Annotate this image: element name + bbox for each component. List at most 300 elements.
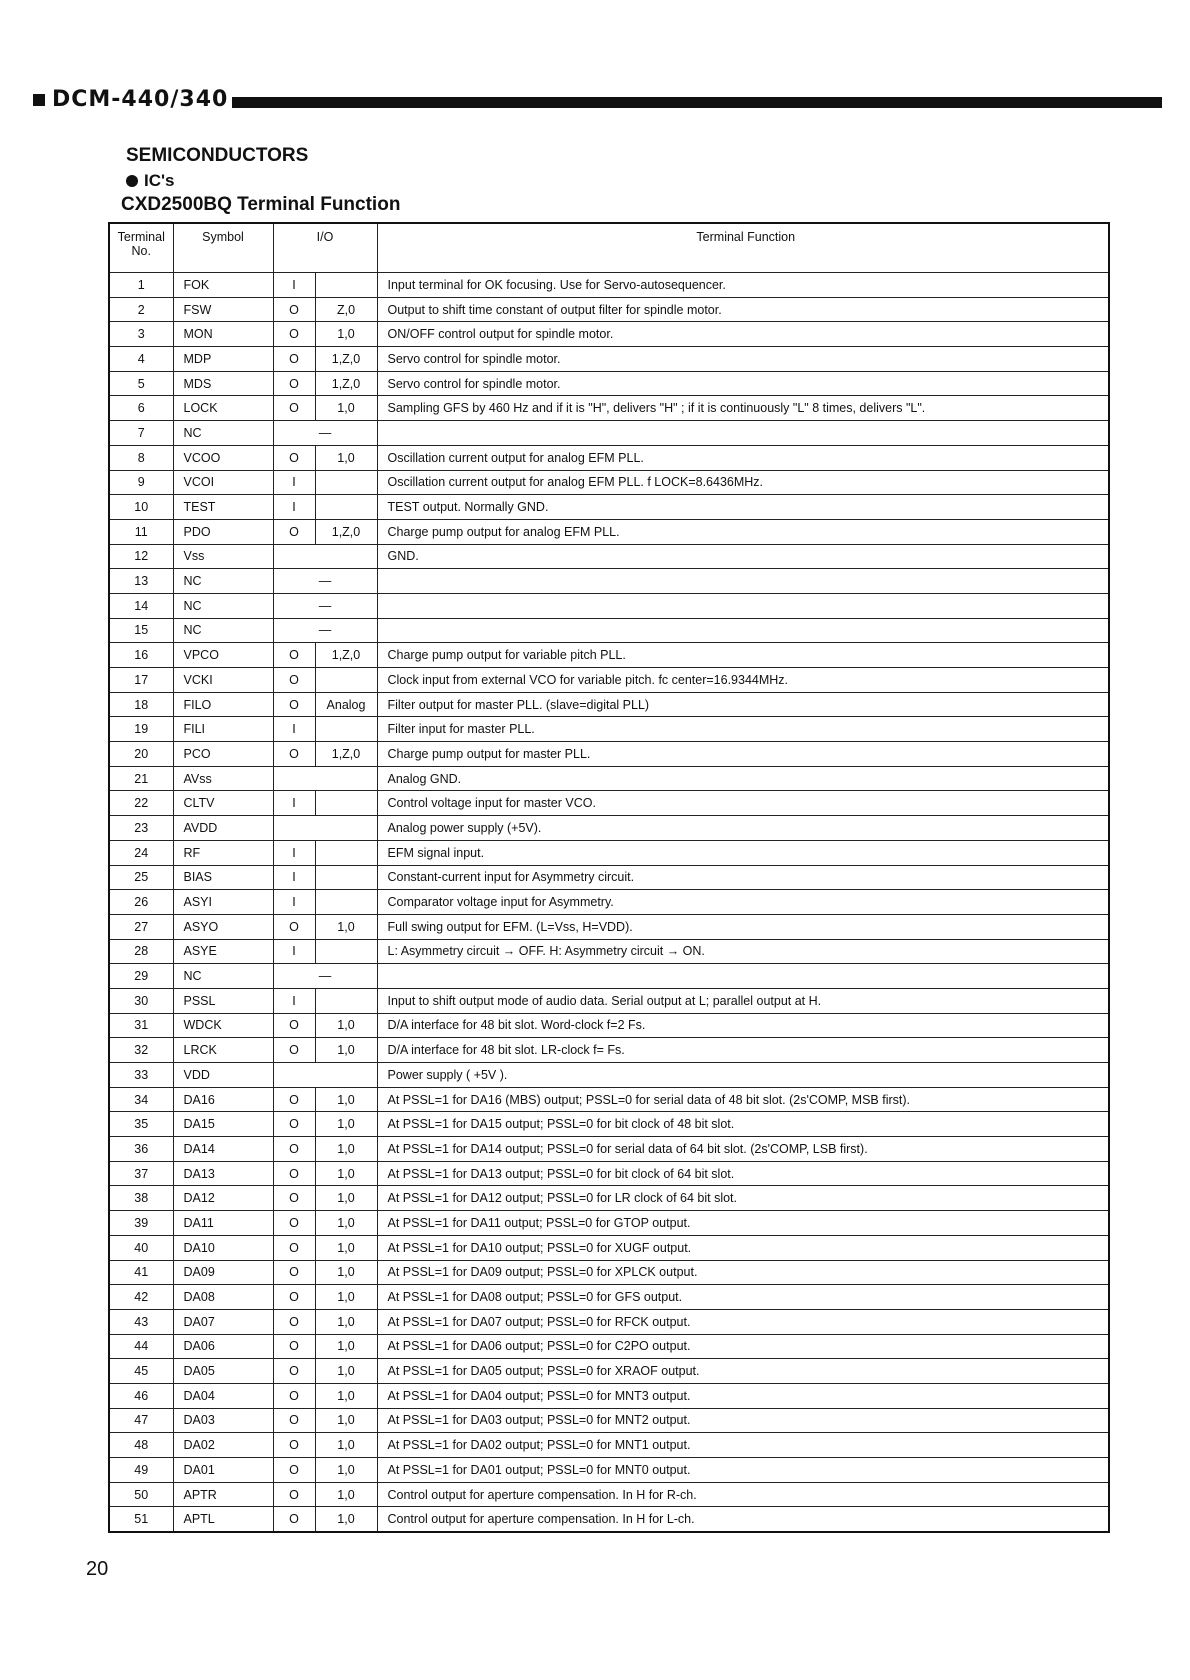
io-state-cell <box>315 470 377 495</box>
terminal-function-cell: Oscillation current output for analog EFM PLL. f LOCK=8.6436MHz. <box>377 470 1109 495</box>
terminal-no-cell: 45 <box>109 1359 173 1384</box>
symbol-cell: DA07 <box>173 1309 273 1334</box>
terminal-function-cell <box>377 569 1109 594</box>
symbol-cell: ASYE <box>173 939 273 964</box>
io-direction-cell: O <box>273 1309 315 1334</box>
io-direction-cell: I <box>273 840 315 865</box>
symbol-cell: PCO <box>173 742 273 767</box>
terminal-no-cell: 9 <box>109 470 173 495</box>
io-direction-cell: O <box>273 445 315 470</box>
io-direction-cell: O <box>273 1408 315 1433</box>
io-state-cell: Analog <box>315 692 377 717</box>
table-row <box>109 273 1109 298</box>
io-state-cell <box>315 988 377 1013</box>
table-row <box>109 1013 1109 1038</box>
io-direction-cell: O <box>273 1235 315 1260</box>
symbol-cell: DA06 <box>173 1334 273 1359</box>
terminal-no-cell: 30 <box>109 988 173 1013</box>
symbol-cell: NC <box>173 569 273 594</box>
io-direction-cell: I <box>273 717 315 742</box>
io-state-cell: 1,0 <box>315 1137 377 1162</box>
section-title: SEMICONDUCTORS <box>126 145 309 166</box>
symbol-cell: FOK <box>173 273 273 298</box>
terminal-no-cell: 24 <box>109 840 173 865</box>
terminal-no-cell: 50 <box>109 1482 173 1507</box>
terminal-function-cell: Constant-current input for Asymmetry circuit. <box>377 865 1109 890</box>
symbol-cell: DA12 <box>173 1186 273 1211</box>
io-state-cell: 1,0 <box>315 1087 377 1112</box>
table-row <box>109 445 1109 470</box>
terminal-function-cell: At PSSL=1 for DA01 output; PSSL=0 for MNT0 output. <box>377 1458 1109 1483</box>
table-row <box>109 569 1109 594</box>
terminal-function-cell: Input terminal for OK focusing. Use for Servo-autosequencer. <box>377 273 1109 298</box>
symbol-cell: Vss <box>173 544 273 569</box>
symbol-cell: MON <box>173 322 273 347</box>
io-direction-cell: O <box>273 1186 315 1211</box>
page-number: 20 <box>86 1558 109 1580</box>
table-row <box>109 668 1109 693</box>
io-direction-cell: O <box>273 1137 315 1162</box>
symbol-cell: DA11 <box>173 1211 273 1236</box>
terminal-no-cell: 19 <box>109 717 173 742</box>
io-state-cell: 1,Z,0 <box>315 519 377 544</box>
io-state-cell: 1,Z,0 <box>315 347 377 372</box>
terminal-no-cell: 27 <box>109 914 173 939</box>
terminal-function-cell: Charge pump output for variable pitch PLL. <box>377 643 1109 668</box>
table-row <box>109 544 1109 569</box>
header-square-mark <box>33 94 45 106</box>
table-row <box>109 1112 1109 1137</box>
terminal-no-cell: 16 <box>109 643 173 668</box>
terminal-function-cell: Output to shift time constant of output filter for spindle motor. <box>377 297 1109 322</box>
header-symbol: Symbol <box>173 223 273 273</box>
symbol-cell: DA08 <box>173 1285 273 1310</box>
io-direction-cell: I <box>273 865 315 890</box>
terminal-function-cell: EFM signal input. <box>377 840 1109 865</box>
io-state-cell: 1,0 <box>315 1408 377 1433</box>
io-state-cell: 1,0 <box>315 445 377 470</box>
terminal-function-cell: TEST output. Normally GND. <box>377 495 1109 520</box>
terminal-function-cell: At PSSL=1 for DA15 output; PSSL=0 for bit clock of 48 bit slot. <box>377 1112 1109 1137</box>
table-row <box>109 1137 1109 1162</box>
symbol-cell: DA13 <box>173 1161 273 1186</box>
io-cell <box>273 816 377 841</box>
symbol-cell: DA16 <box>173 1087 273 1112</box>
io-state-cell: 1,0 <box>315 1309 377 1334</box>
terminal-function-cell: Analog power supply (+5V). <box>377 816 1109 841</box>
terminal-no-cell: 4 <box>109 347 173 372</box>
terminal-no-cell: 37 <box>109 1161 173 1186</box>
io-direction-cell: O <box>273 643 315 668</box>
table-title: CXD2500BQ Terminal Function <box>121 194 401 215</box>
terminal-no-cell: 11 <box>109 519 173 544</box>
terminal-no-cell: 36 <box>109 1137 173 1162</box>
io-direction-cell: O <box>273 1285 315 1310</box>
symbol-cell: ASYO <box>173 914 273 939</box>
terminal-no-cell: 15 <box>109 618 173 643</box>
terminal-no-cell: 21 <box>109 766 173 791</box>
terminal-no-cell: 25 <box>109 865 173 890</box>
terminal-function-cell: Filter output for master PLL. (slave=digital PLL) <box>377 692 1109 717</box>
terminal-function-cell: At PSSL=1 for DA08 output; PSSL=0 for GFS output. <box>377 1285 1109 1310</box>
header-rule <box>232 97 1162 108</box>
io-state-cell: 1,0 <box>315 1285 377 1310</box>
symbol-cell: DA05 <box>173 1359 273 1384</box>
table-row <box>109 1161 1109 1186</box>
io-direction-cell: O <box>273 1038 315 1063</box>
terminal-no-cell: 33 <box>109 1063 173 1088</box>
terminal-function-cell <box>377 964 1109 989</box>
table-body <box>109 273 1109 1533</box>
terminal-no-cell: 23 <box>109 816 173 841</box>
io-direction-cell: I <box>273 273 315 298</box>
symbol-cell: VCKI <box>173 668 273 693</box>
terminal-function-cell: At PSSL=1 for DA03 output; PSSL=0 for MNT2 output. <box>377 1408 1109 1433</box>
terminal-function-cell <box>377 618 1109 643</box>
terminal-function-cell: Control output for aperture compensation. In H for L-ch. <box>377 1507 1109 1532</box>
terminal-no-cell: 31 <box>109 1013 173 1038</box>
table-row <box>109 1038 1109 1063</box>
symbol-cell: VCOO <box>173 445 273 470</box>
symbol-cell: FILI <box>173 717 273 742</box>
terminal-no-cell: 32 <box>109 1038 173 1063</box>
io-direction-cell: O <box>273 396 315 421</box>
io-direction-cell: O <box>273 668 315 693</box>
table-row <box>109 421 1109 446</box>
io-direction-cell: O <box>273 1087 315 1112</box>
io-cell <box>273 1063 377 1088</box>
io-state-cell: 1,0 <box>315 1260 377 1285</box>
io-state-cell <box>315 840 377 865</box>
terminal-no-cell: 40 <box>109 1235 173 1260</box>
terminal-function-cell: Servo control for spindle motor. <box>377 347 1109 372</box>
symbol-cell: PSSL <box>173 988 273 1013</box>
terminal-no-cell: 41 <box>109 1260 173 1285</box>
io-direction-cell: O <box>273 1161 315 1186</box>
io-direction-cell: I <box>273 890 315 915</box>
terminal-function-cell: Servo control for spindle motor. <box>377 371 1109 396</box>
table-row <box>109 322 1109 347</box>
terminal-function-cell: At PSSL=1 for DA07 output; PSSL=0 for RFCK output. <box>377 1309 1109 1334</box>
io-state-cell <box>315 939 377 964</box>
terminal-function-cell: Sampling GFS by 460 Hz and if it is "H", delivers "H" ; if it is continuously "L" 8 times, delivers "L". <box>377 396 1109 421</box>
terminal-function-cell <box>377 593 1109 618</box>
symbol-cell: VCOI <box>173 470 273 495</box>
symbol-cell: NC <box>173 618 273 643</box>
terminal-no-cell: 10 <box>109 495 173 520</box>
terminal-function-cell: Filter input for master PLL. <box>377 717 1109 742</box>
terminal-function-cell: At PSSL=1 for DA02 output; PSSL=0 for MNT1 output. <box>377 1433 1109 1458</box>
symbol-cell: AVDD <box>173 816 273 841</box>
header-terminal-no: Terminal No. <box>109 223 173 273</box>
terminal-no-cell: 18 <box>109 692 173 717</box>
terminal-function-cell: Analog GND. <box>377 766 1109 791</box>
table-row <box>109 964 1109 989</box>
io-direction-cell: O <box>273 371 315 396</box>
table-row <box>109 347 1109 372</box>
table-row <box>109 939 1109 964</box>
symbol-cell: LRCK <box>173 1038 273 1063</box>
terminal-function-cell: At PSSL=1 for DA05 output; PSSL=0 for XRAOF output. <box>377 1359 1109 1384</box>
io-direction-cell: O <box>273 1383 315 1408</box>
terminal-function-cell: At PSSL=1 for DA13 output; PSSL=0 for bit clock of 64 bit slot. <box>377 1161 1109 1186</box>
terminal-no-cell: 42 <box>109 1285 173 1310</box>
io-cell <box>273 766 377 791</box>
io-state-cell: 1,0 <box>315 1482 377 1507</box>
io-state-cell: 1,0 <box>315 1186 377 1211</box>
table-row <box>109 1507 1109 1532</box>
table-row <box>109 470 1109 495</box>
symbol-cell: DA04 <box>173 1383 273 1408</box>
io-direction-cell: O <box>273 297 315 322</box>
table-row <box>109 1087 1109 1112</box>
io-state-cell: 1,0 <box>315 1383 377 1408</box>
symbol-cell: DA14 <box>173 1137 273 1162</box>
symbol-cell: FSW <box>173 297 273 322</box>
table-row <box>109 643 1109 668</box>
table-row <box>109 988 1109 1013</box>
symbol-cell: WDCK <box>173 1013 273 1038</box>
terminal-function-cell: Comparator voltage input for Asymmetry. <box>377 890 1109 915</box>
symbol-cell: DA10 <box>173 1235 273 1260</box>
table-row <box>109 1186 1109 1211</box>
terminal-no-cell: 47 <box>109 1408 173 1433</box>
symbol-cell: DA02 <box>173 1433 273 1458</box>
io-direction-cell: O <box>273 519 315 544</box>
io-state-cell: 1,Z,0 <box>315 643 377 668</box>
table-row <box>109 495 1109 520</box>
terminal-function-cell: D/A interface for 48 bit slot. Word-clock f=2 Fs. <box>377 1013 1109 1038</box>
table-row <box>109 865 1109 890</box>
terminal-function-cell: At PSSL=1 for DA14 output; PSSL=0 for serial data of 64 bit slot. (2s'COMP, LSB first). <box>377 1137 1109 1162</box>
terminal-function-cell <box>377 421 1109 446</box>
terminal-function-cell: Full swing output for EFM. (L=Vss, H=VDD). <box>377 914 1109 939</box>
bullet-icon <box>126 175 138 187</box>
subsection-label: IC's <box>144 171 175 190</box>
table-row <box>109 1482 1109 1507</box>
io-state-cell: 1,0 <box>315 396 377 421</box>
io-direction-cell: O <box>273 1482 315 1507</box>
terminal-function-cell: At PSSL=1 for DA12 output; PSSL=0 for LR clock of 64 bit slot. <box>377 1186 1109 1211</box>
symbol-cell: DA15 <box>173 1112 273 1137</box>
table-row <box>109 914 1109 939</box>
terminal-function-cell: ON/OFF control output for spindle motor. <box>377 322 1109 347</box>
io-state-cell: 1,Z,0 <box>315 742 377 767</box>
io-state-cell: 1,0 <box>315 1211 377 1236</box>
terminal-no-cell: 43 <box>109 1309 173 1334</box>
symbol-cell: APTR <box>173 1482 273 1507</box>
header-terminal-function: Terminal Function <box>377 223 1109 273</box>
symbol-cell: CLTV <box>173 791 273 816</box>
table-row <box>109 692 1109 717</box>
table-row <box>109 791 1109 816</box>
terminal-no-cell: 8 <box>109 445 173 470</box>
io-state-cell: Z,0 <box>315 297 377 322</box>
terminal-no-cell: 5 <box>109 371 173 396</box>
table-row <box>109 1334 1109 1359</box>
io-state-cell: 1,0 <box>315 1458 377 1483</box>
table-row <box>109 1359 1109 1384</box>
table-row <box>109 396 1109 421</box>
model-title: DCM-440/340 <box>52 87 229 112</box>
terminal-function-cell: At PSSL=1 for DA16 (MBS) output; PSSL=0 for serial data of 48 bit slot. (2s'COMP, MSB first). <box>377 1087 1109 1112</box>
terminal-no-cell: 44 <box>109 1334 173 1359</box>
terminal-no-cell: 13 <box>109 569 173 594</box>
io-state-cell <box>315 495 377 520</box>
terminal-no-cell: 46 <box>109 1383 173 1408</box>
terminal-function-cell: Control output for aperture compensation. In H for R-ch. <box>377 1482 1109 1507</box>
table-row <box>109 1235 1109 1260</box>
io-state-cell: 1,0 <box>315 1235 377 1260</box>
io-state-cell: 1,Z,0 <box>315 371 377 396</box>
terminal-function-cell: GND. <box>377 544 1109 569</box>
io-direction-cell: I <box>273 791 315 816</box>
terminal-function-cell: At PSSL=1 for DA09 output; PSSL=0 for XPLCK output. <box>377 1260 1109 1285</box>
symbol-cell: FILO <box>173 692 273 717</box>
symbol-cell: NC <box>173 964 273 989</box>
terminal-function-cell: Control voltage input for master VCO. <box>377 791 1109 816</box>
io-state-cell <box>315 668 377 693</box>
io-direction-cell: O <box>273 1458 315 1483</box>
io-direction-cell: O <box>273 1211 315 1236</box>
terminal-function-cell: Clock input from external VCO for variable pitch. fc center=16.9344MHz. <box>377 668 1109 693</box>
io-cell: — <box>273 593 377 618</box>
table-header-row <box>109 223 1109 273</box>
symbol-cell: PDO <box>173 519 273 544</box>
terminal-no-cell: 35 <box>109 1112 173 1137</box>
terminal-no-cell: 28 <box>109 939 173 964</box>
table-row <box>109 1285 1109 1310</box>
io-direction-cell: O <box>273 742 315 767</box>
terminal-no-cell: 6 <box>109 396 173 421</box>
terminal-function-cell: Charge pump output for master PLL. <box>377 742 1109 767</box>
terminal-no-cell: 51 <box>109 1507 173 1532</box>
terminal-no-cell: 26 <box>109 890 173 915</box>
io-direction-cell: O <box>273 322 315 347</box>
io-direction-cell: O <box>273 1013 315 1038</box>
io-direction-cell: O <box>273 1507 315 1532</box>
table-row <box>109 1063 1109 1088</box>
io-direction-cell: O <box>273 1433 315 1458</box>
io-direction-cell: O <box>273 1359 315 1384</box>
io-state-cell <box>315 717 377 742</box>
symbol-cell: APTL <box>173 1507 273 1532</box>
io-direction-cell: I <box>273 939 315 964</box>
io-direction-cell: O <box>273 692 315 717</box>
io-direction-cell: I <box>273 495 315 520</box>
symbol-cell: NC <box>173 593 273 618</box>
terminal-function-table <box>108 222 1110 1533</box>
terminal-no-cell: 20 <box>109 742 173 767</box>
terminal-function-cell: At PSSL=1 for DA10 output; PSSL=0 for XUGF output. <box>377 1235 1109 1260</box>
table-row <box>109 1309 1109 1334</box>
terminal-function-cell: At PSSL=1 for DA11 output; PSSL=0 for GTOP output. <box>377 1211 1109 1236</box>
symbol-cell: DA01 <box>173 1458 273 1483</box>
io-state-cell <box>315 791 377 816</box>
io-state-cell: 1,0 <box>315 1433 377 1458</box>
io-state-cell: 1,0 <box>315 1038 377 1063</box>
io-cell: — <box>273 421 377 446</box>
terminal-no-cell: 48 <box>109 1433 173 1458</box>
io-state-cell: 1,0 <box>315 1334 377 1359</box>
io-direction-cell: O <box>273 1112 315 1137</box>
subsection-title <box>126 171 175 191</box>
table-row <box>109 1408 1109 1433</box>
io-cell: — <box>273 618 377 643</box>
io-direction-cell: I <box>273 988 315 1013</box>
terminal-function-cell: Input to shift output mode of audio data. Serial output at L; parallel output at H. <box>377 988 1109 1013</box>
terminal-no-cell: 29 <box>109 964 173 989</box>
io-state-cell: 1,0 <box>315 1161 377 1186</box>
table-row <box>109 519 1109 544</box>
terminal-no-cell: 34 <box>109 1087 173 1112</box>
terminal-no-cell: 39 <box>109 1211 173 1236</box>
terminal-function-cell: Charge pump output for analog EFM PLL. <box>377 519 1109 544</box>
io-direction-cell: I <box>273 470 315 495</box>
table-row <box>109 371 1109 396</box>
symbol-cell: BIAS <box>173 865 273 890</box>
symbol-cell: VDD <box>173 1063 273 1088</box>
table-row <box>109 1211 1109 1236</box>
io-state-cell <box>315 890 377 915</box>
io-state-cell: 1,0 <box>315 1359 377 1384</box>
table-row <box>109 890 1109 915</box>
table-row <box>109 297 1109 322</box>
symbol-cell: DA03 <box>173 1408 273 1433</box>
io-state-cell <box>315 865 377 890</box>
table-row <box>109 840 1109 865</box>
terminal-no-cell: 12 <box>109 544 173 569</box>
io-state-cell: 1,0 <box>315 1013 377 1038</box>
table-row <box>109 717 1109 742</box>
terminal-function-cell: Power supply ( +5V ). <box>377 1063 1109 1088</box>
terminal-no-cell: 2 <box>109 297 173 322</box>
symbol-cell: NC <box>173 421 273 446</box>
table-row <box>109 1383 1109 1408</box>
io-cell: — <box>273 569 377 594</box>
table-row <box>109 1458 1109 1483</box>
io-direction-cell: O <box>273 1334 315 1359</box>
terminal-no-cell: 22 <box>109 791 173 816</box>
terminal-no-cell: 3 <box>109 322 173 347</box>
io-direction-cell: O <box>273 1260 315 1285</box>
symbol-cell: RF <box>173 840 273 865</box>
symbol-cell: VPCO <box>173 643 273 668</box>
header-io: I/O <box>273 223 377 273</box>
io-state-cell: 1,0 <box>315 1112 377 1137</box>
symbol-cell: MDP <box>173 347 273 372</box>
symbol-cell: AVss <box>173 766 273 791</box>
terminal-no-cell: 17 <box>109 668 173 693</box>
terminal-function-cell: At PSSL=1 for DA06 output; PSSL=0 for C2PO output. <box>377 1334 1109 1359</box>
terminal-function-cell: Oscillation current output for analog EFM PLL. <box>377 445 1109 470</box>
table-row <box>109 1260 1109 1285</box>
symbol-cell: ASYI <box>173 890 273 915</box>
io-cell <box>273 544 377 569</box>
io-cell: — <box>273 964 377 989</box>
io-state-cell: 1,0 <box>315 914 377 939</box>
symbol-cell: MDS <box>173 371 273 396</box>
terminal-function-cell: At PSSL=1 for DA04 output; PSSL=0 for MNT3 output. <box>377 1383 1109 1408</box>
terminal-no-cell: 14 <box>109 593 173 618</box>
table-row <box>109 593 1109 618</box>
io-state-cell: 1,0 <box>315 1507 377 1532</box>
symbol-cell: TEST <box>173 495 273 520</box>
terminal-no-cell: 7 <box>109 421 173 446</box>
terminal-function-cell: L: Asymmetry circuit → OFF. H: Asymmetry circuit → ON. <box>377 939 1109 964</box>
io-direction-cell: O <box>273 914 315 939</box>
table-row <box>109 1433 1109 1458</box>
